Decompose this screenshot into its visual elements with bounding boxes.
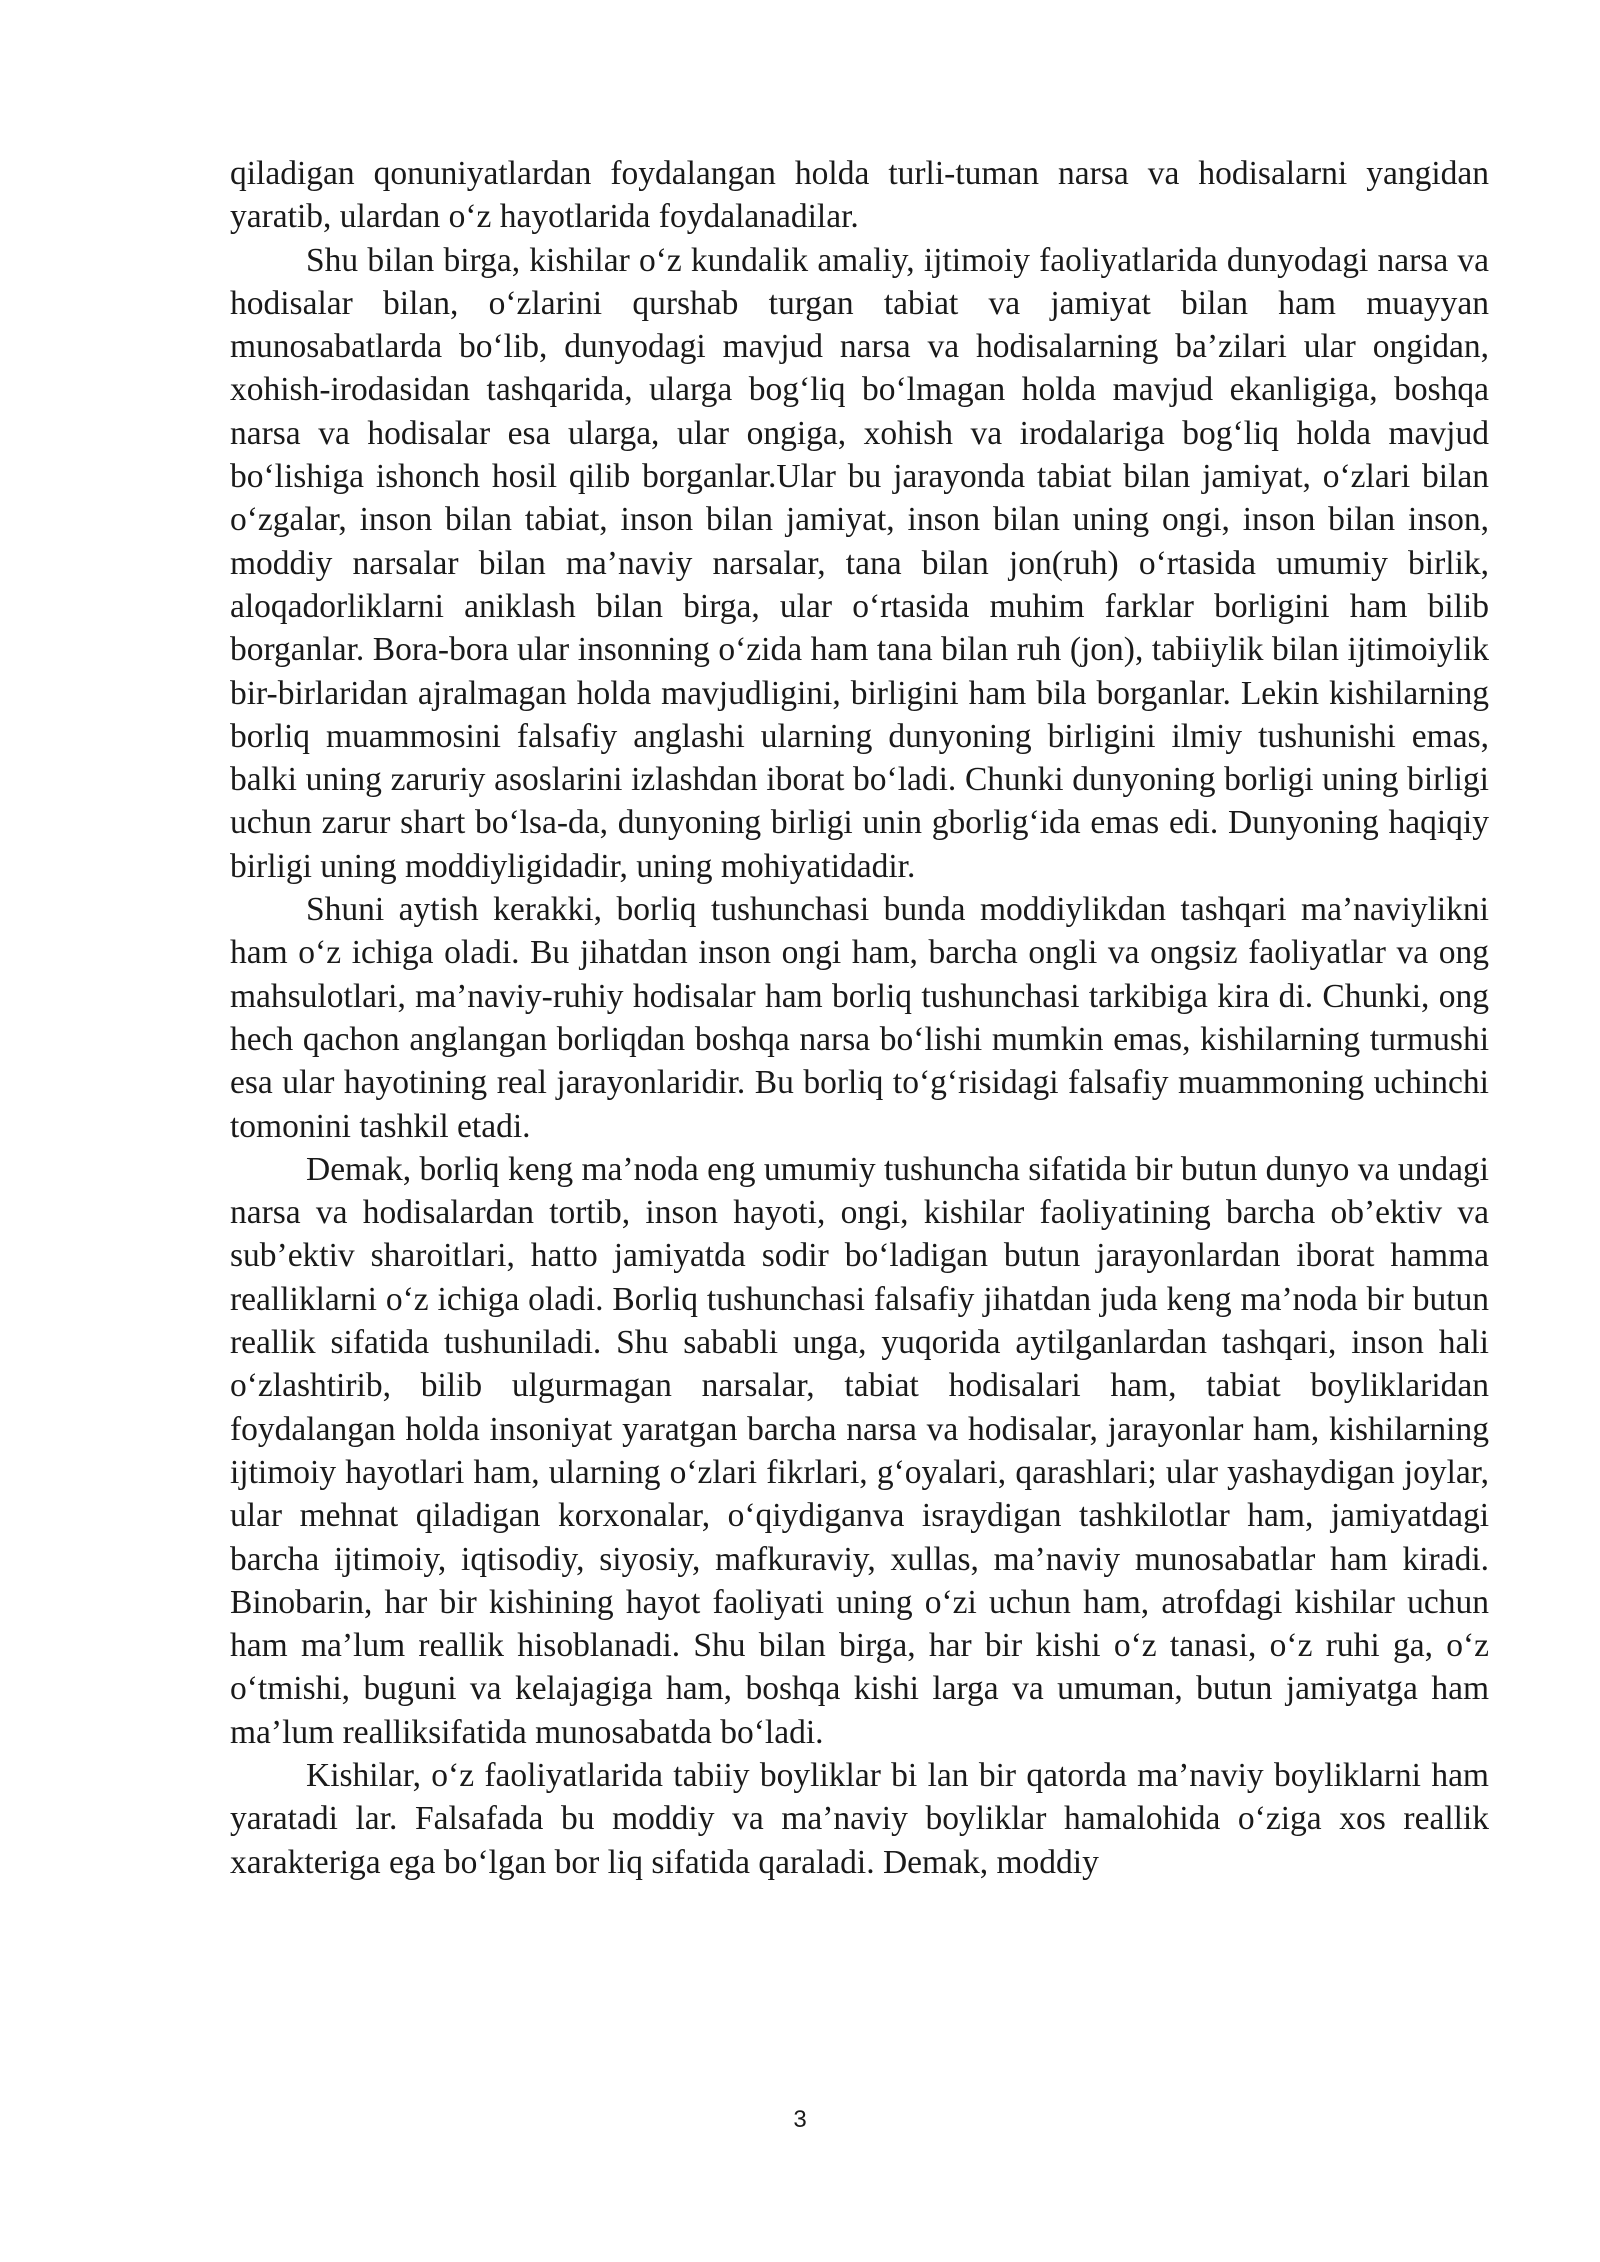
paragraph-2: Shu bilan birga, kishilar o‘z kundalik amaliy, ijtimoiy faoliyatlarida dunyodagi narsa va hodisalar bilan, o‘zlarini qurshab turgan tabiat va jamiyat bilan ham muayyan munosabatlarda bo‘lib, dunyodagi mavjud narsa va hodisalarning ba’zilari ular ongidan, xohish-irodasidan tashqarida, ularga bog‘liq bo‘lmagan holda mavjud ekanligiga, boshqa narsa va hodisalar esa ularga, ular ongiga, xohish va irodalariga bog‘liq holda mavjud bo‘lishiga ishonch hosil qilib borganlar.Ular bu jarayonda tabiat bilan jamiyat, o‘zlari bilan o‘zgalar, inson bilan tabiat, inson bilan jamiyat, inson bilan uning ongi, inson bilan inson, moddiy narsalar bilan ma’naviy narsalar, tana bilan jon(ruh) o‘rtasida umumiy birlik, aloqadorliklarni aniklash bilan birga, ular o‘rtasida muhim farklar borligini ham bilib borganlar. Bora-bora ular insonning o‘zida ham tana bilan ruh (jon), tabiiylik bilan ijtimoiylik bir-birlaridan ajralmagan holda mavjudligini, birligini ham bila borganlar. Lekin kishilarning borliq muammosini falsafiy anglashi ularning dunyoning birligini ilmiy tushunishi emas, balki uning zaruriy asoslarini izlashdan iborat bo‘ladi. Chunki dunyoning borligi uning birligi uchun zarur shart bo‘lsa-da, dunyoning birligi unin gborlig‘ida emas edi. Dunyoning haqiqiy birligi uning moddiyligidadir, uning mohiyatidadir. [230,241,1489,885]
body-text [230,152,1489,1884]
page-number: 3 [793,2106,807,2133]
paragraph-1: qiladigan qonuniyatlardan foydalangan holda turli-tuman narsa va hodisalarni yangidan yaratib, ulardan o‘z hayotlarida foydalanadilar. [230,155,1489,236]
paragraph-5: Kishilar, o‘z faoliyatlarida tabiiy boyliklar bi lan bir qatorda ma’naviy boyliklarni ham yaratadi lar. Falsafada bu moddiy va ma’naviy boyliklar hamalohida o‘ziga xos reallik xarakteriga ega bo‘lgan bor liq sifatida qaraladi. Demak, moddiy [230,1756,1489,1881]
paragraph-4: Demak, borliq keng ma’noda eng umumiy tushuncha sifatida bir butun dunyo va undagi narsa va hodisalardan tortib, inson hayoti, ongi, kishilar faoliyatining barcha ob’ektiv va sub’ektiv sharoitlari, hatto jamiyatda sodir bo‘ladigan butun jarayonlardan iborat hamma realliklarni o‘z ichiga oladi. Borliq tushunchasi falsafiy jihatdan juda keng ma’noda bir butun reallik sifatida tushuniladi. Shu sababli unga, yuqorida aytilganlardan tashqari, inson hali o‘zlashtirib, bilib ulgurmagan narsalar, tabiat hodisalari ham, tabiat boyliklaridan foydalangan holda insoniyat yaratgan barcha narsa va hodisalar, jarayonlar ham, kishilarning ijtimoiy hayotlari ham, ularning o‘zlari fikrlari, g‘oyalari, qarashlari; ular yashaydigan joylar, ular mehnat qiladigan korxonalar, o‘qiydiganva israydigan tashkilotlar ham, jamiyatdagi barcha ijtimoiy, iqtisodiy, siyosiy, mafkuraviy, xullas, ma’naviy munosabatlar ham kiradi. Binobarin, har bir kishining hayot faoliyati uning o‘zi uchun ham, atrofdagi kishilar uchun ham ma’lum reallik hisoblanadi. Shu bilan birga, har bir kishi o‘z tanasi, o‘z ruhi ga, o‘z o‘tmishi, buguni va kelajagiga ham, boshqa kishi larga va umuman, butun jamiyatga ham ma’lum realliksifatida munosabatda bo‘ladi. [230,1150,1489,1751]
paragraph-3: Shuni aytish kerakki, borliq tushunchasi bunda moddiylikdan tashqari ma’naviylikni ham o‘z ichiga oladi. Bu jihatdan inson ongi ham, barcha ongli va ongsiz faoliyatlar va ong mahsulotlari, ma’naviy-ruhiy hodisalar ham borliq tushunchasi tarkibiga kira di. Chunki, ong hech qachon anglangan borliqdan boshqa narsa bo‘lishi mumkin emas, kishilarning turmushi esa ular hayotining real jarayonlaridir. Bu borliq to‘g‘risidagi falsafiy muammoning uchinchi tomonini tashkil etadi. [230,891,1489,1145]
